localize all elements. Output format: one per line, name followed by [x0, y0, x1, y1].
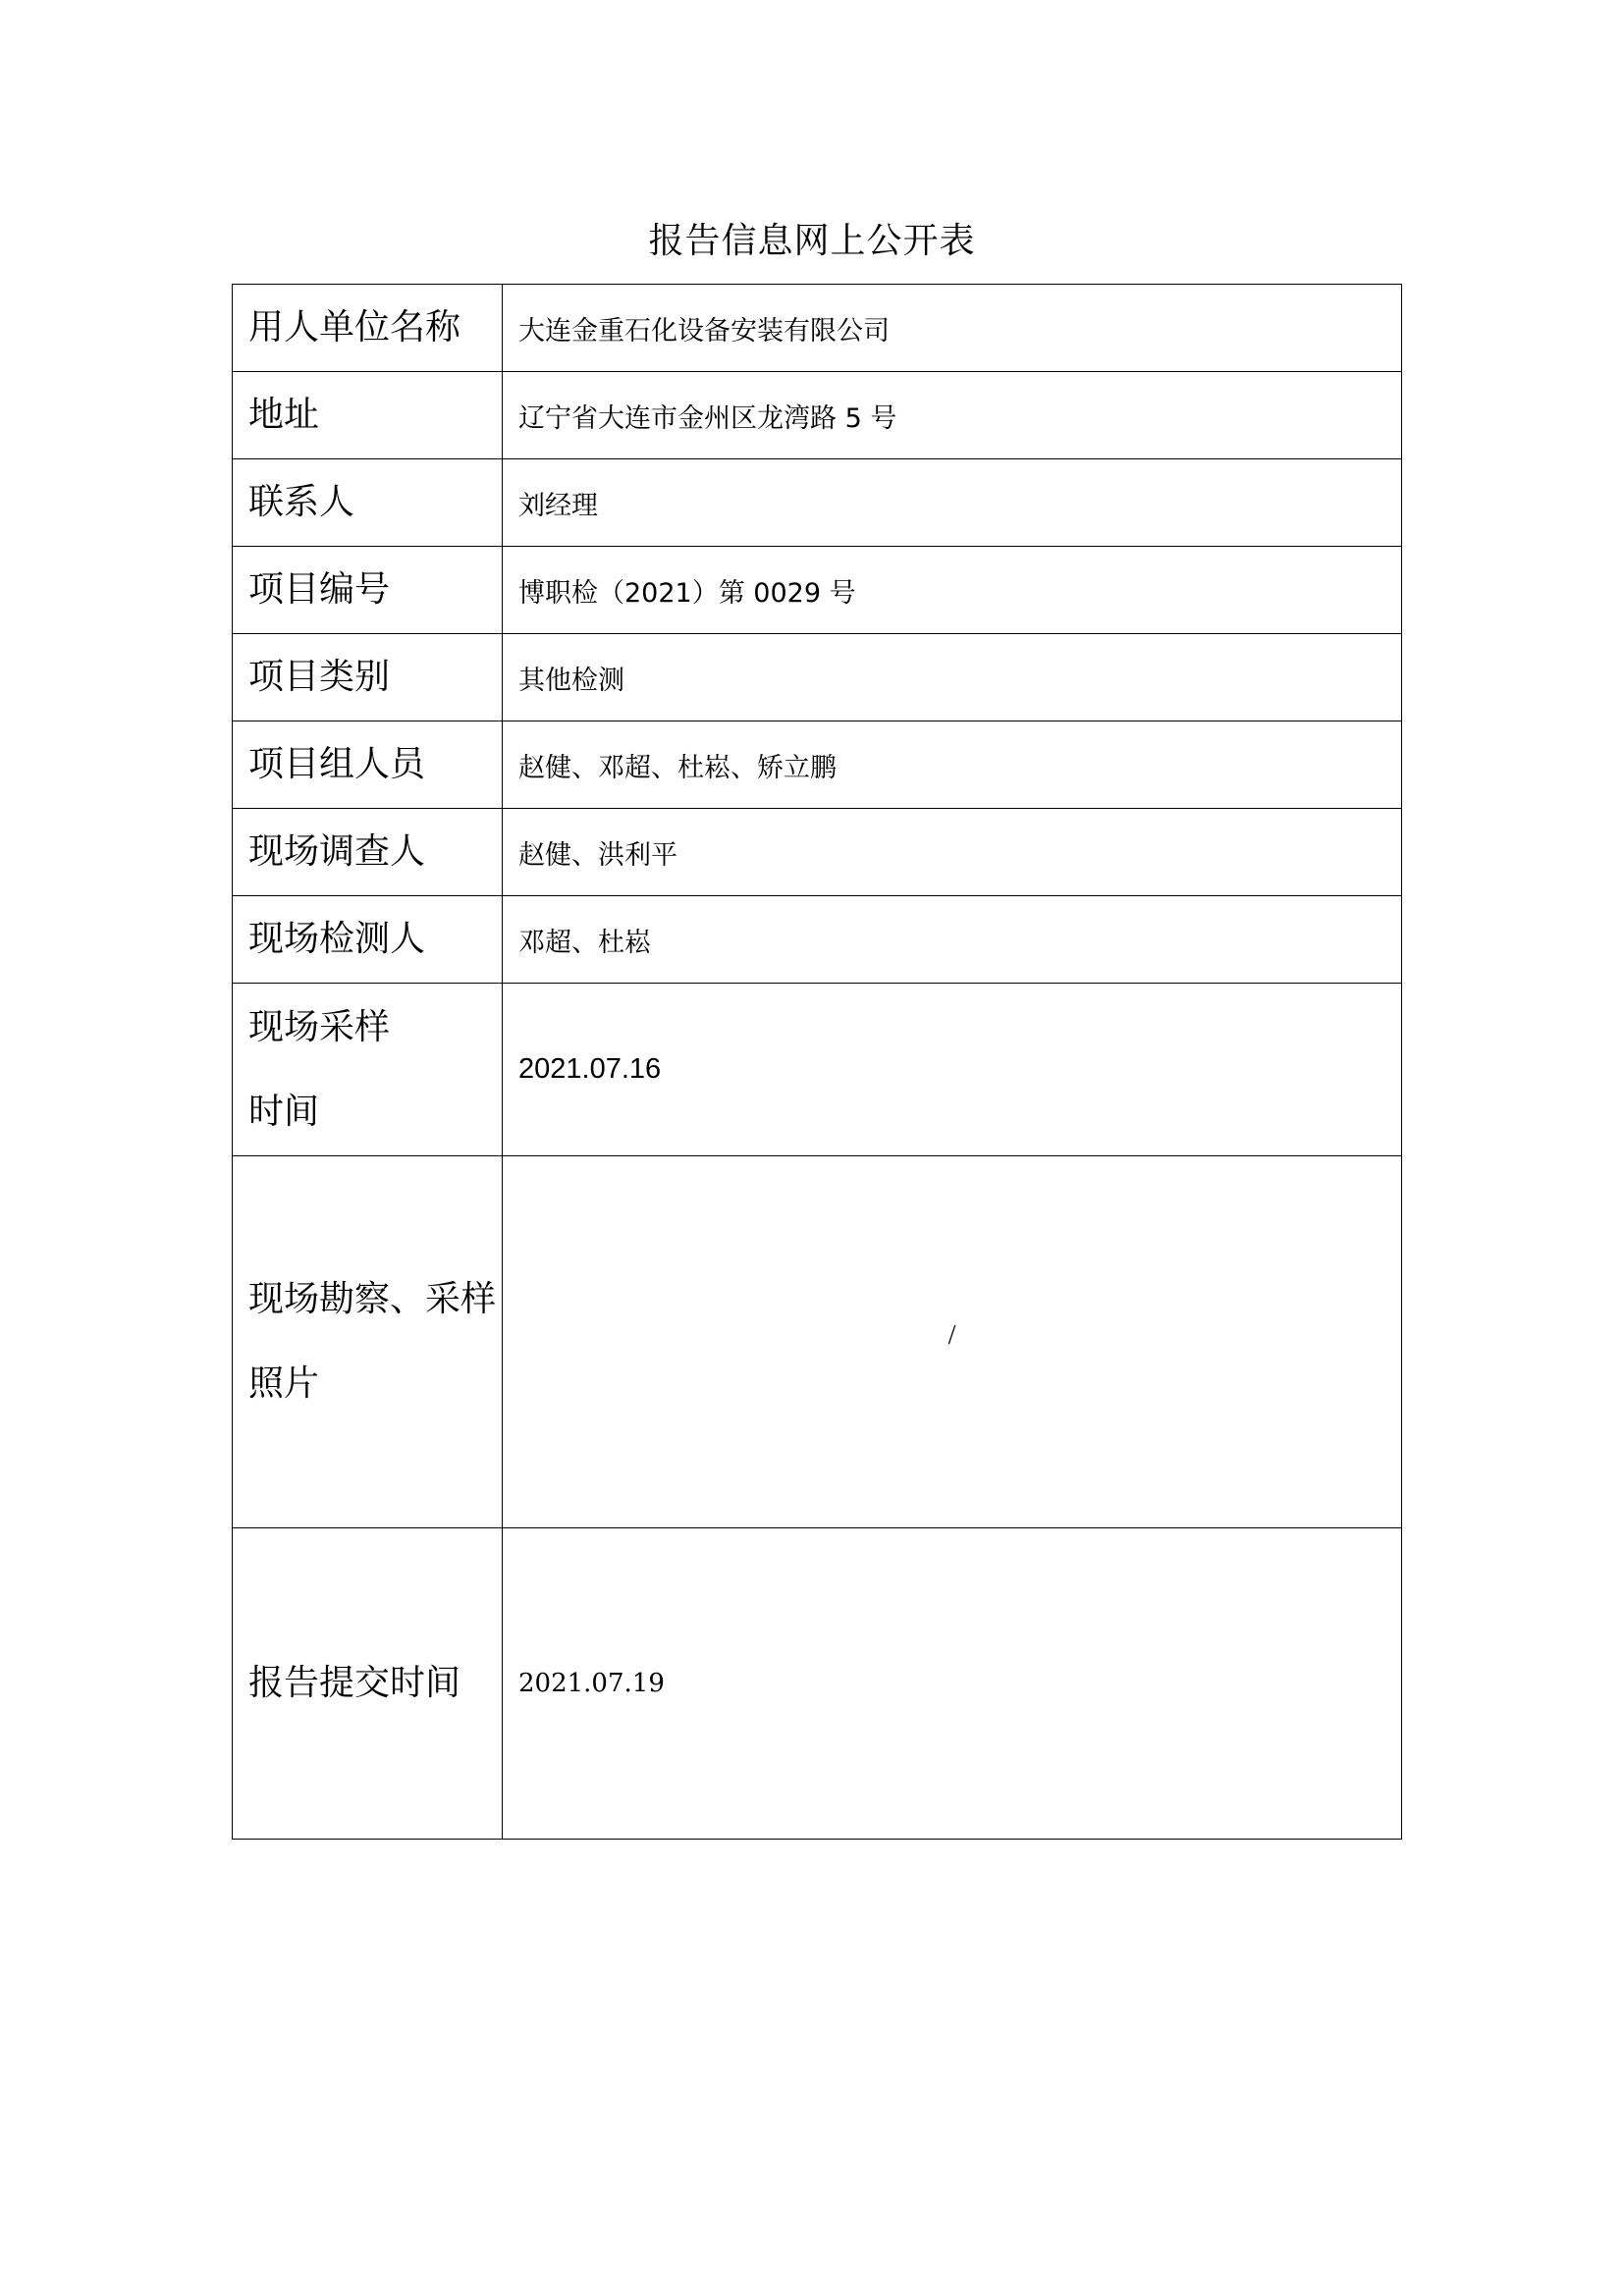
- table-row: [233, 634, 1402, 721]
- table-row: [233, 459, 1402, 547]
- contact-label: 联系人: [233, 459, 503, 547]
- table-row: [233, 809, 1402, 896]
- table-row: [233, 984, 1402, 1156]
- project-no-value: 博职检（2021）第 0029 号: [503, 547, 1402, 634]
- photos-value-cell: [503, 1156, 1402, 1528]
- report-time-value: 2021.07.19: [503, 1528, 1402, 1840]
- photos-label: 现场勘察、采样照片: [233, 1156, 503, 1528]
- table-row: [233, 1156, 1402, 1528]
- project-type-value: 其他检测: [503, 634, 1402, 721]
- address-value: 辽宁省大连市金州区龙湾路 5 号: [503, 372, 1402, 459]
- employer-label: 用人单位名称: [233, 285, 503, 372]
- project-type-label: 项目类别: [233, 634, 503, 721]
- table-row: [233, 547, 1402, 634]
- site-tester-value: 邓超、杜崧: [503, 896, 1402, 984]
- table-row: [233, 1528, 1402, 1840]
- contact-value: 刘经理: [503, 459, 1402, 547]
- info-table: [232, 284, 1402, 1840]
- table-row: [233, 285, 1402, 372]
- site-tester-label: 现场检测人: [233, 896, 503, 984]
- project-no-label: 项目编号: [233, 547, 503, 634]
- site-investigator-value: 赵健、洪利平: [503, 809, 1402, 896]
- photos-value: /: [947, 1320, 956, 1351]
- site-investigator-label: 现场调查人: [233, 809, 503, 896]
- document-title: 报告信息网上公开表: [648, 221, 976, 261]
- employer-value: 大连金重石化设备安装有限公司: [503, 285, 1402, 372]
- report-time-label: 报告提交时间: [233, 1528, 503, 1840]
- sampling-time-value: 2021.07.16: [503, 984, 1402, 1156]
- table-row: [233, 721, 1402, 809]
- address-label: 地址: [233, 372, 503, 459]
- team-label: 项目组人员: [233, 721, 503, 809]
- table-row: [233, 372, 1402, 459]
- team-value: 赵健、邓超、杜崧、矫立鹏: [503, 721, 1402, 809]
- table-row: [233, 896, 1402, 984]
- sampling-time-label: 现场采样时间: [233, 984, 503, 1156]
